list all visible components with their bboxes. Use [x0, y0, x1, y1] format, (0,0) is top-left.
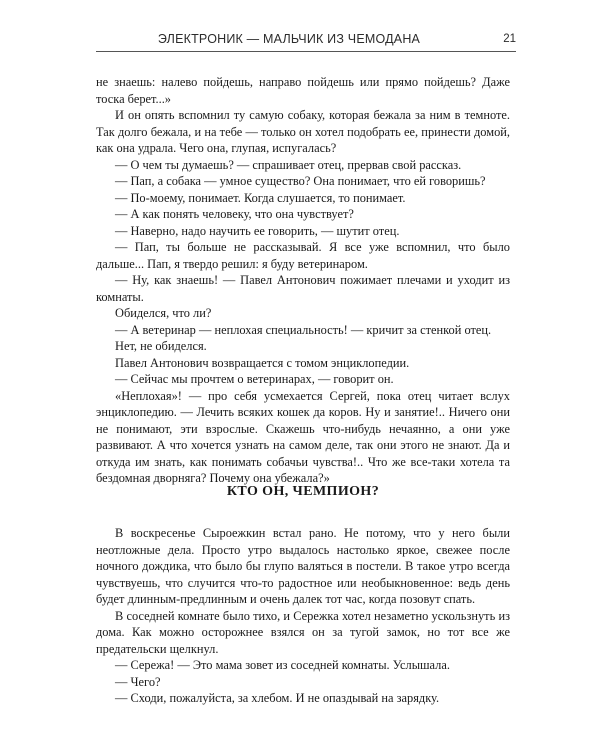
running-header: [96, 31, 516, 52]
paragraph: — Сережа! — Это мама зовет из соседней комнаты. Услышала.: [115, 658, 450, 672]
paragraph: — Пап, ты больше не рассказывай. Я все уже вспомнил, что было дальше... Пап, я твердо решил: я буду ветеринаром.: [96, 240, 510, 271]
running-title: ЭЛЕКТРОНИК — МАЛЬЧИК ИЗ ЧЕМОДАНА: [157, 32, 421, 46]
paragraph: — Сходи, пожалуйста, за хлебом. И не опаздывай на зарядку.: [115, 691, 440, 705]
paragraph: «Неплохая»! — про себя усмехается Сергей, пока отец читает вслух энциклопедию. — Лечить всяких кошек да коров. Ну и занятие!.. Ничего они не понимают, эти взрослые. Скажешь что-нибудь нечаянно, а они уже развивают. А что хочется узнать на самом деле, так они этого не знают. Да и откуда им знать, как понимать собачьи чувства!.. Что же все-таки хотела та бездомная дворняга? Почему она убежала?»: [96, 388, 510, 485]
paragraph: — А ветеринар — неплохая специальность! — кричит за стенкой отец.: [115, 322, 492, 337]
paragraph: — Наверно, надо научить ее говорить, — шутит отец.: [115, 223, 400, 238]
body-text-section-1: [96, 74, 510, 487]
paragraph: — А как понять человеку, что она чувствует?: [115, 207, 354, 221]
paragraph: Обиделся, что ли?: [115, 306, 212, 320]
paragraph: И он опять вспомнил ту самую собаку, которая бежала за ним в темноте. Так долго бежала, и на тебе — только он хотел подобрать ее, принести домой, как она удрала. Чего она, глупая, испугалась?: [96, 108, 510, 155]
chapter-title: КТО ОН, ЧЕМПИОН?: [226, 484, 380, 499]
paragraph: В соседней комнате было тихо, и Сережка хотел незаметно ускользнуть из дома. Как можно осторожнее взялся он за тугой замок, но тот все же предательски щелкнул.: [96, 608, 510, 656]
paragraph: — О чем ты думаешь? — спрашивает отец, прервав свой рассказ.: [115, 157, 462, 172]
paragraph: — Чего?: [115, 674, 161, 689]
paragraph: — Ну, как знаешь! — Павел Антонович пожимает плечами и уходит из комнаты.: [96, 273, 510, 304]
page-number: 21: [503, 33, 516, 45]
paragraph: не знаешь: налево пойдешь, направо пойдешь или прямо пойдешь? Даже тоска берет...»: [96, 75, 510, 106]
paragraph: Нет, не обиделся.: [115, 339, 207, 353]
paragraph: — По-моему, понимает. Когда слушается, то понимает.: [115, 190, 406, 205]
paragraph: — Пап, а собака — умное существо? Она понимает, что ей говоришь?: [115, 174, 486, 188]
paragraph: В воскресенье Сыроежкин встал рано. Не потому, что у него были неотложные дела. Просто утро выдалось настолько яркое, свежее после ночного дождика, что было бы глупо валяться в постели. В такое утро всегда чувствуешь, что случится что-то радостное или необыкновенное: ведь день будет длинным-предлинным и очень далек тот час, когда позовут спать.: [96, 526, 510, 606]
paragraph: Павел Антонович возвращается с томом энциклопедии.: [115, 355, 410, 370]
body-text-section-2: [96, 525, 510, 707]
paragraph: — Сейчас мы прочтем о ветеринарах, — говорит он.: [115, 372, 394, 386]
